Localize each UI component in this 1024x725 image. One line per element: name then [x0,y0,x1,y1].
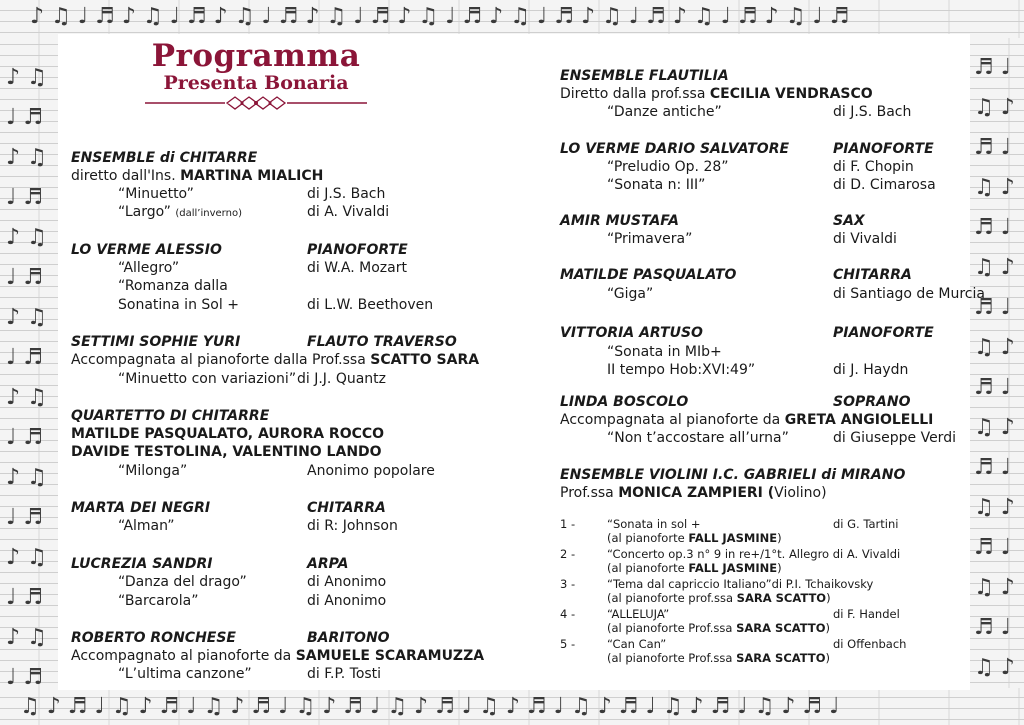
performer-instrument: FLAUTO TRAVERSO [307,334,457,350]
piece-composer: di L.W. Beethoven [307,297,434,313]
performer-name: MARTA DEI NEGRI [71,500,211,516]
piece-title: Sonatina in Sol + [118,297,239,313]
performer-instrument: CHITARRA [833,267,912,283]
accompaniment-prefix: (al pianoforte [607,531,685,545]
piece-composer: di F.P. Tosti [307,666,382,682]
piece-title [118,204,242,222]
piece-title: “Sonata n: III” [607,177,706,193]
music-border-right [970,38,1024,688]
accompaniment-suffix: ) [825,621,831,635]
list-item-piece: “Sonata in sol + [607,517,701,531]
piece-title: “Barcarola” [118,593,199,609]
piece-composer: di J.S. Bach [307,186,386,202]
piece-title: “Minuetto” [118,186,194,202]
performer-name: LO VERME DARIO SALVATORE [560,141,790,157]
accompanist-name: SARA SCATTO [736,621,826,635]
list-item-accompaniment [607,531,782,545]
director-prefix: Diretto dalla prof.ssa [560,86,706,102]
piece-composer: di J.S. Bach [833,104,912,120]
performer-instrument: SAX [833,213,865,229]
list-item-composer: di G. Tartini [833,517,899,531]
director-name: CECILIA VENDRASCO [709,86,873,102]
list-item-number: 4 - [560,607,576,621]
list-item-number: 2 - [560,547,576,561]
piece-composer: di Vivaldi [833,231,897,247]
performer-name: ROBERTO RONCHESE [71,630,236,646]
page-subtitle: Presenta Bonaria [163,72,349,94]
piece-title: “Alman” [118,518,175,534]
music-notes-icon: ♫ ♪ ♬ ♩ ♫ ♪ ♬ ♩ ♫ ♪ ♬ ♩ ♫ ♪ ♬ ♩ ♫ ♪ ♬ ♩ ♫ ♪ ♬ ♩ ♫ ♪ ♬ ♩ ♫ ♪ ♬ ♩ ♫ ♪ ♬ ♩ [20,694,840,719]
piece-composer: di J.J. Quantz [297,371,387,387]
list-item-piece: “Can Can” [607,637,667,651]
list-item-number: 5 - [560,637,576,651]
music-border-top [0,0,1024,38]
piece-title: “Milonga” [118,463,188,479]
list-item-accompaniment [607,621,830,635]
ensemble-violini-title: ENSEMBLE VIOLINI I.C. GABRIELI di MIRANO [560,467,906,483]
music-border-bottom [0,688,1024,725]
performer-instrument: PIANOFORTE [833,141,934,157]
performer-instrument: PIANOFORTE [307,242,408,258]
list-item-piece: “Tema dal capriccio Italiano”di P.I. Tchaikovsky [607,577,874,591]
ornament-divider-icon [145,96,367,110]
piece-title: “Primavera” [607,231,693,247]
piece-composer: di R: Johnson [307,518,398,534]
performer-name: MATILDE PASQUALATO [560,267,737,283]
performer-instrument: BARITONO [307,630,390,646]
list-item-number: 1 - [560,517,576,531]
performer-name: VITTORIA ARTUSO [560,325,703,341]
piece-title: “L’ultima canzone” [118,666,252,682]
quartet-title: QUARTETTO DI CHITARRE [71,408,270,424]
piece-title: “Danze antiche” [607,104,722,120]
music-notes-icon: ♪ ♫ ♩ ♬ ♪ ♫ ♩ ♬ ♪ ♫ ♩ ♬ ♪ ♫ ♩ ♬ ♪ ♫ ♩ ♬ ♪ ♫ ♩ ♬ ♪ ♫ ♩ ♬ ♪ ♫ ♩ ♬ ♪ ♫ ♩ ♬ [30,4,850,29]
ensemble-violini-director [560,485,827,502]
accompaniment-prefix: (al pianoforte Prof.ssa [607,621,733,635]
accompaniment-prefix: Accompagnata al pianoforte da [560,412,781,428]
music-border-left [0,38,62,688]
accompaniment-line [71,352,479,369]
list-item-accompaniment [607,651,830,665]
piece-composer: di J. Haydn [833,362,909,378]
accompaniment-line [71,648,484,665]
ensemble-chitarre-title: ENSEMBLE di CHITARRE [71,150,258,166]
piece-composer: di Anonimo [307,574,387,590]
accompanist-name: FALL JASMINE [688,531,778,545]
director-suffix: Violino) [774,485,827,501]
piece-title: “Preludio Op. 28” [607,159,729,175]
music-notes-icon: ♪ ♫ ♩ ♬ ♪ ♫ ♩ ♬ ♪ ♫ ♩ ♬ ♪ ♫ ♩ ♬ ♪ ♫ ♩ ♬ ♪ ♫ ♩ ♬ ♪ ♫ ♩ ♬ ♪ ♫ ♩ ♬ [6,65,47,688]
accompaniment-prefix: (al pianoforte prof.ssa [607,591,734,605]
piece-title: “Non t’accostare all’urna” [607,430,789,446]
piece-title: “Allegro” [118,260,180,276]
list-item-number: 3 - [560,577,576,591]
piece-title: “Sonata in MIb+ [607,344,722,360]
list-item-piece: “Concerto op.3 n° 9 in re+/1°t. Allegro di A. Vivaldi [607,547,901,561]
quartet-members: MATILDE PASQUALATO, AURORA ROCCO [71,426,385,442]
director-prefix: diretto dall'Ins. [71,168,176,184]
piece-composer: di F. Chopin [833,159,914,175]
piece-title: “Romanza dalla [118,278,228,294]
ensemble-flautilia-title: ENSEMBLE FLAUTILIA [560,68,729,84]
accompanist-name: SARA SCATTO [736,591,827,605]
piece-title: “Minuetto con variazioni” [118,371,297,387]
piece-composer: di A. Vivaldi [307,204,390,220]
piece-composer: di Giuseppe Verdi [833,430,956,446]
list-item-composer: di F. Handel [833,607,900,621]
accompaniment-prefix: Accompagnata al pianoforte dalla Prof.ssa [71,352,366,368]
ensemble-flautilia-director [560,86,873,103]
list-item-accompaniment [607,561,782,575]
performer-name: LO VERME ALESSIO [71,242,222,258]
piece-composer: di W.A. Mozart [307,260,407,276]
piece-composer: di Santiago de Murcia [833,286,985,302]
performer-name: LUCREZIA SANDRI [71,556,213,572]
accompanist-name: GRETA ANGIOLELLI [784,412,934,428]
piece-title: “Danza del drago” [118,574,247,590]
director-name: MONICA ZAMPIERI ( [618,485,775,501]
accompaniment-line [560,412,933,429]
accompanist-name: FALL JASMINE [688,561,778,575]
music-notes-icon: ♬ ♩ ♫ ♪ ♬ ♩ ♫ ♪ ♬ ♩ ♫ ♪ ♬ ♩ ♫ ♪ ♬ ♩ ♫ ♪ ♬ ♩ ♫ ♪ ♬ ♩ ♫ ♪ ♬ ♩ ♫ ♪ [974,55,1015,680]
list-item-accompaniment [607,591,831,605]
performer-instrument: SOPRANO [833,394,911,410]
piece-note: (dall’inverno) [175,208,242,219]
piece-composer: di D. Cimarosa [833,177,936,193]
performer-name: AMIR MUSTAFA [560,213,679,229]
piece-title: “Giga” [607,286,654,302]
accompanist-name: SARA SCATTO [736,651,826,665]
page-title: Programma [151,38,361,74]
ensemble-chitarre-director [71,168,323,185]
accompanist-name: SAMUELE SCARAMUZZA [295,648,485,664]
performer-instrument: CHITARRA [307,500,386,516]
accompaniment-prefix: (al pianoforte Prof.ssa [607,651,733,665]
accompaniment-prefix: (al pianoforte [607,561,685,575]
quartet-members: DAVIDE TESTOLINA, VALENTINO LANDO [71,444,382,460]
accompaniment-suffix: ) [777,561,782,575]
list-item-piece: “ALLELUJA” [607,607,670,621]
list-item-composer: di Offenbach [833,637,907,651]
piece-composer: Anonimo popolare [307,463,435,479]
piece-title: II tempo Hob:XVI:49” [607,362,756,378]
performer-name: SETTIMI SOPHIE YURI [71,334,241,350]
performer-instrument: ARPA [307,556,349,572]
director-prefix: Prof.ssa [560,485,614,501]
performer-instrument: PIANOFORTE [833,325,934,341]
accompaniment-suffix: ) [826,591,831,605]
performer-name: LINDA BOSCOLO [560,394,689,410]
accompanist-name: SCATTO SARA [370,352,480,368]
piece-title-text: “Largo” [118,204,171,220]
accompaniment-prefix: Accompagnato al pianoforte da [71,648,292,664]
director-name: MARTINA MIALICH [180,168,324,184]
accompaniment-suffix: ) [777,531,782,545]
accompaniment-suffix: ) [825,651,831,665]
piece-composer: di Anonimo [307,593,387,609]
